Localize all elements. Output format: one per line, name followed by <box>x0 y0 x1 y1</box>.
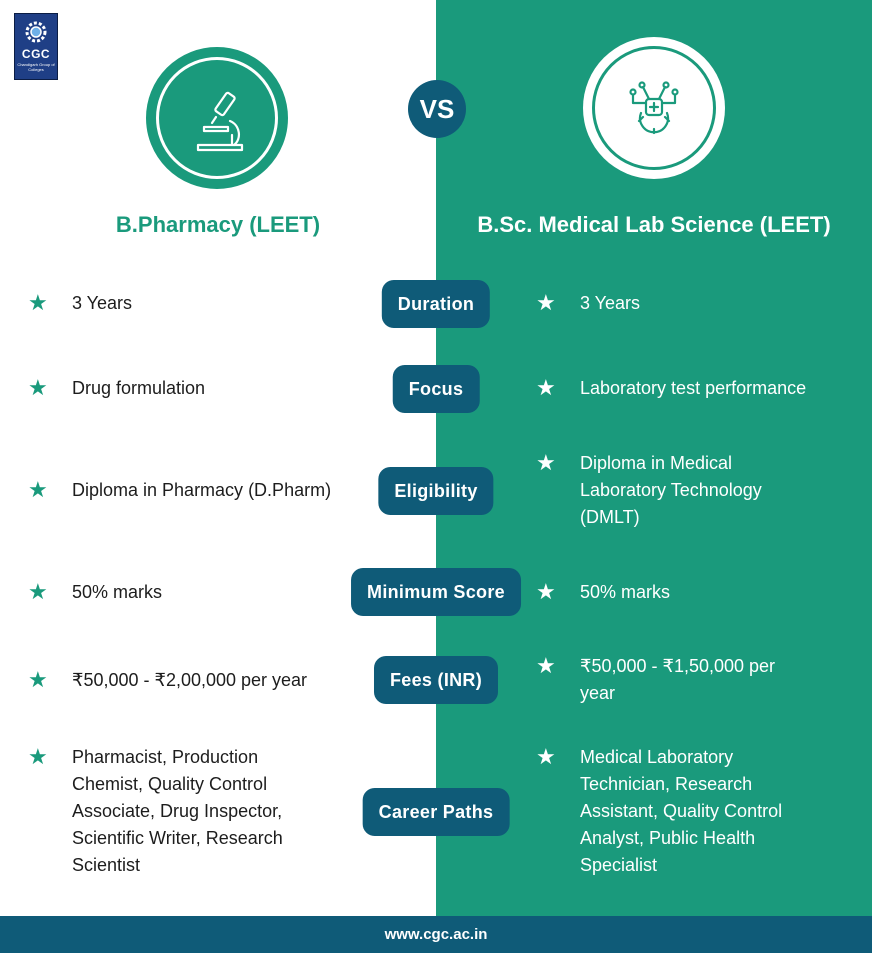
row-label-pill: Duration <box>382 280 490 328</box>
right-cell <box>536 450 796 531</box>
star-icon: ★ <box>536 653 556 678</box>
pharmacy-icon-circle <box>146 47 288 189</box>
left-value: Pharmacist, Production Chemist, Quality Control Associate, Drug Inspector, Scientific Writer, Research Scientist <box>72 747 283 875</box>
right-value: 50% marks <box>580 582 671 602</box>
row-label-pill: Eligibility <box>378 467 493 515</box>
right-value: Laboratory test performance <box>580 378 807 398</box>
star-icon: ★ <box>28 375 48 400</box>
star-icon: ★ <box>536 290 556 315</box>
star-icon: ★ <box>536 744 556 769</box>
star-icon: ★ <box>28 744 48 769</box>
left-course-title: B.Pharmacy (LEET) <box>115 212 321 237</box>
row-label-pill: Focus <box>393 365 480 413</box>
row-label-pill: Minimum Score <box>351 568 521 616</box>
footer-website[interactable]: www.cgc.ac.in <box>0 916 872 953</box>
star-icon: ★ <box>536 450 556 475</box>
right-value: Diploma in Medical Laboratory Technology (DMLT) <box>580 453 762 527</box>
left-cell <box>28 477 378 504</box>
left-value: 3 Years <box>72 293 133 313</box>
logo-subtext: Chandigarh Group of Colleges <box>17 62 55 72</box>
star-icon: ★ <box>28 667 48 692</box>
left-value: 50% marks <box>72 582 163 602</box>
star-icon: ★ <box>536 375 556 400</box>
left-cell <box>28 290 368 317</box>
left-cell <box>28 579 368 606</box>
right-value: 3 Years <box>580 293 641 313</box>
logo-text: CGC <box>21 47 51 61</box>
left-value: Diploma in Pharmacy (D.Pharm) <box>72 480 332 500</box>
star-icon: ★ <box>28 477 48 502</box>
right-cell <box>536 290 856 317</box>
right-course-title: B.Sc. Medical Lab Science (LEET) <box>477 212 831 237</box>
right-cell <box>536 579 856 606</box>
star-icon: ★ <box>28 290 48 315</box>
left-value: Drug formulation <box>72 378 206 398</box>
left-cell <box>28 375 368 402</box>
medical-lab-icon-circle <box>583 37 725 179</box>
star-icon: ★ <box>28 579 48 604</box>
microscope-icon <box>186 87 256 157</box>
row-label-pill: Fees (INR) <box>374 656 498 704</box>
right-value: Medical Laboratory Technician, Research Assistant, Quality Control Analyst, Public Health Specialist <box>580 747 783 875</box>
star-icon: ★ <box>536 579 556 604</box>
cgc-logo <box>14 13 58 80</box>
medical-gear-icon <box>619 73 689 143</box>
left-value: ₹50,000 - ₹2,00,000 per year <box>72 670 308 690</box>
row-label-pill: Career Paths <box>363 788 510 836</box>
left-cell <box>28 744 318 879</box>
right-cell <box>536 744 826 879</box>
gear-logo-icon <box>22 18 50 46</box>
vs-badge: VS <box>408 80 466 138</box>
right-cell <box>536 375 856 402</box>
left-cell <box>28 667 368 694</box>
right-cell <box>536 653 796 707</box>
right-value: ₹50,000 - ₹1,50,000 per year <box>580 656 776 703</box>
